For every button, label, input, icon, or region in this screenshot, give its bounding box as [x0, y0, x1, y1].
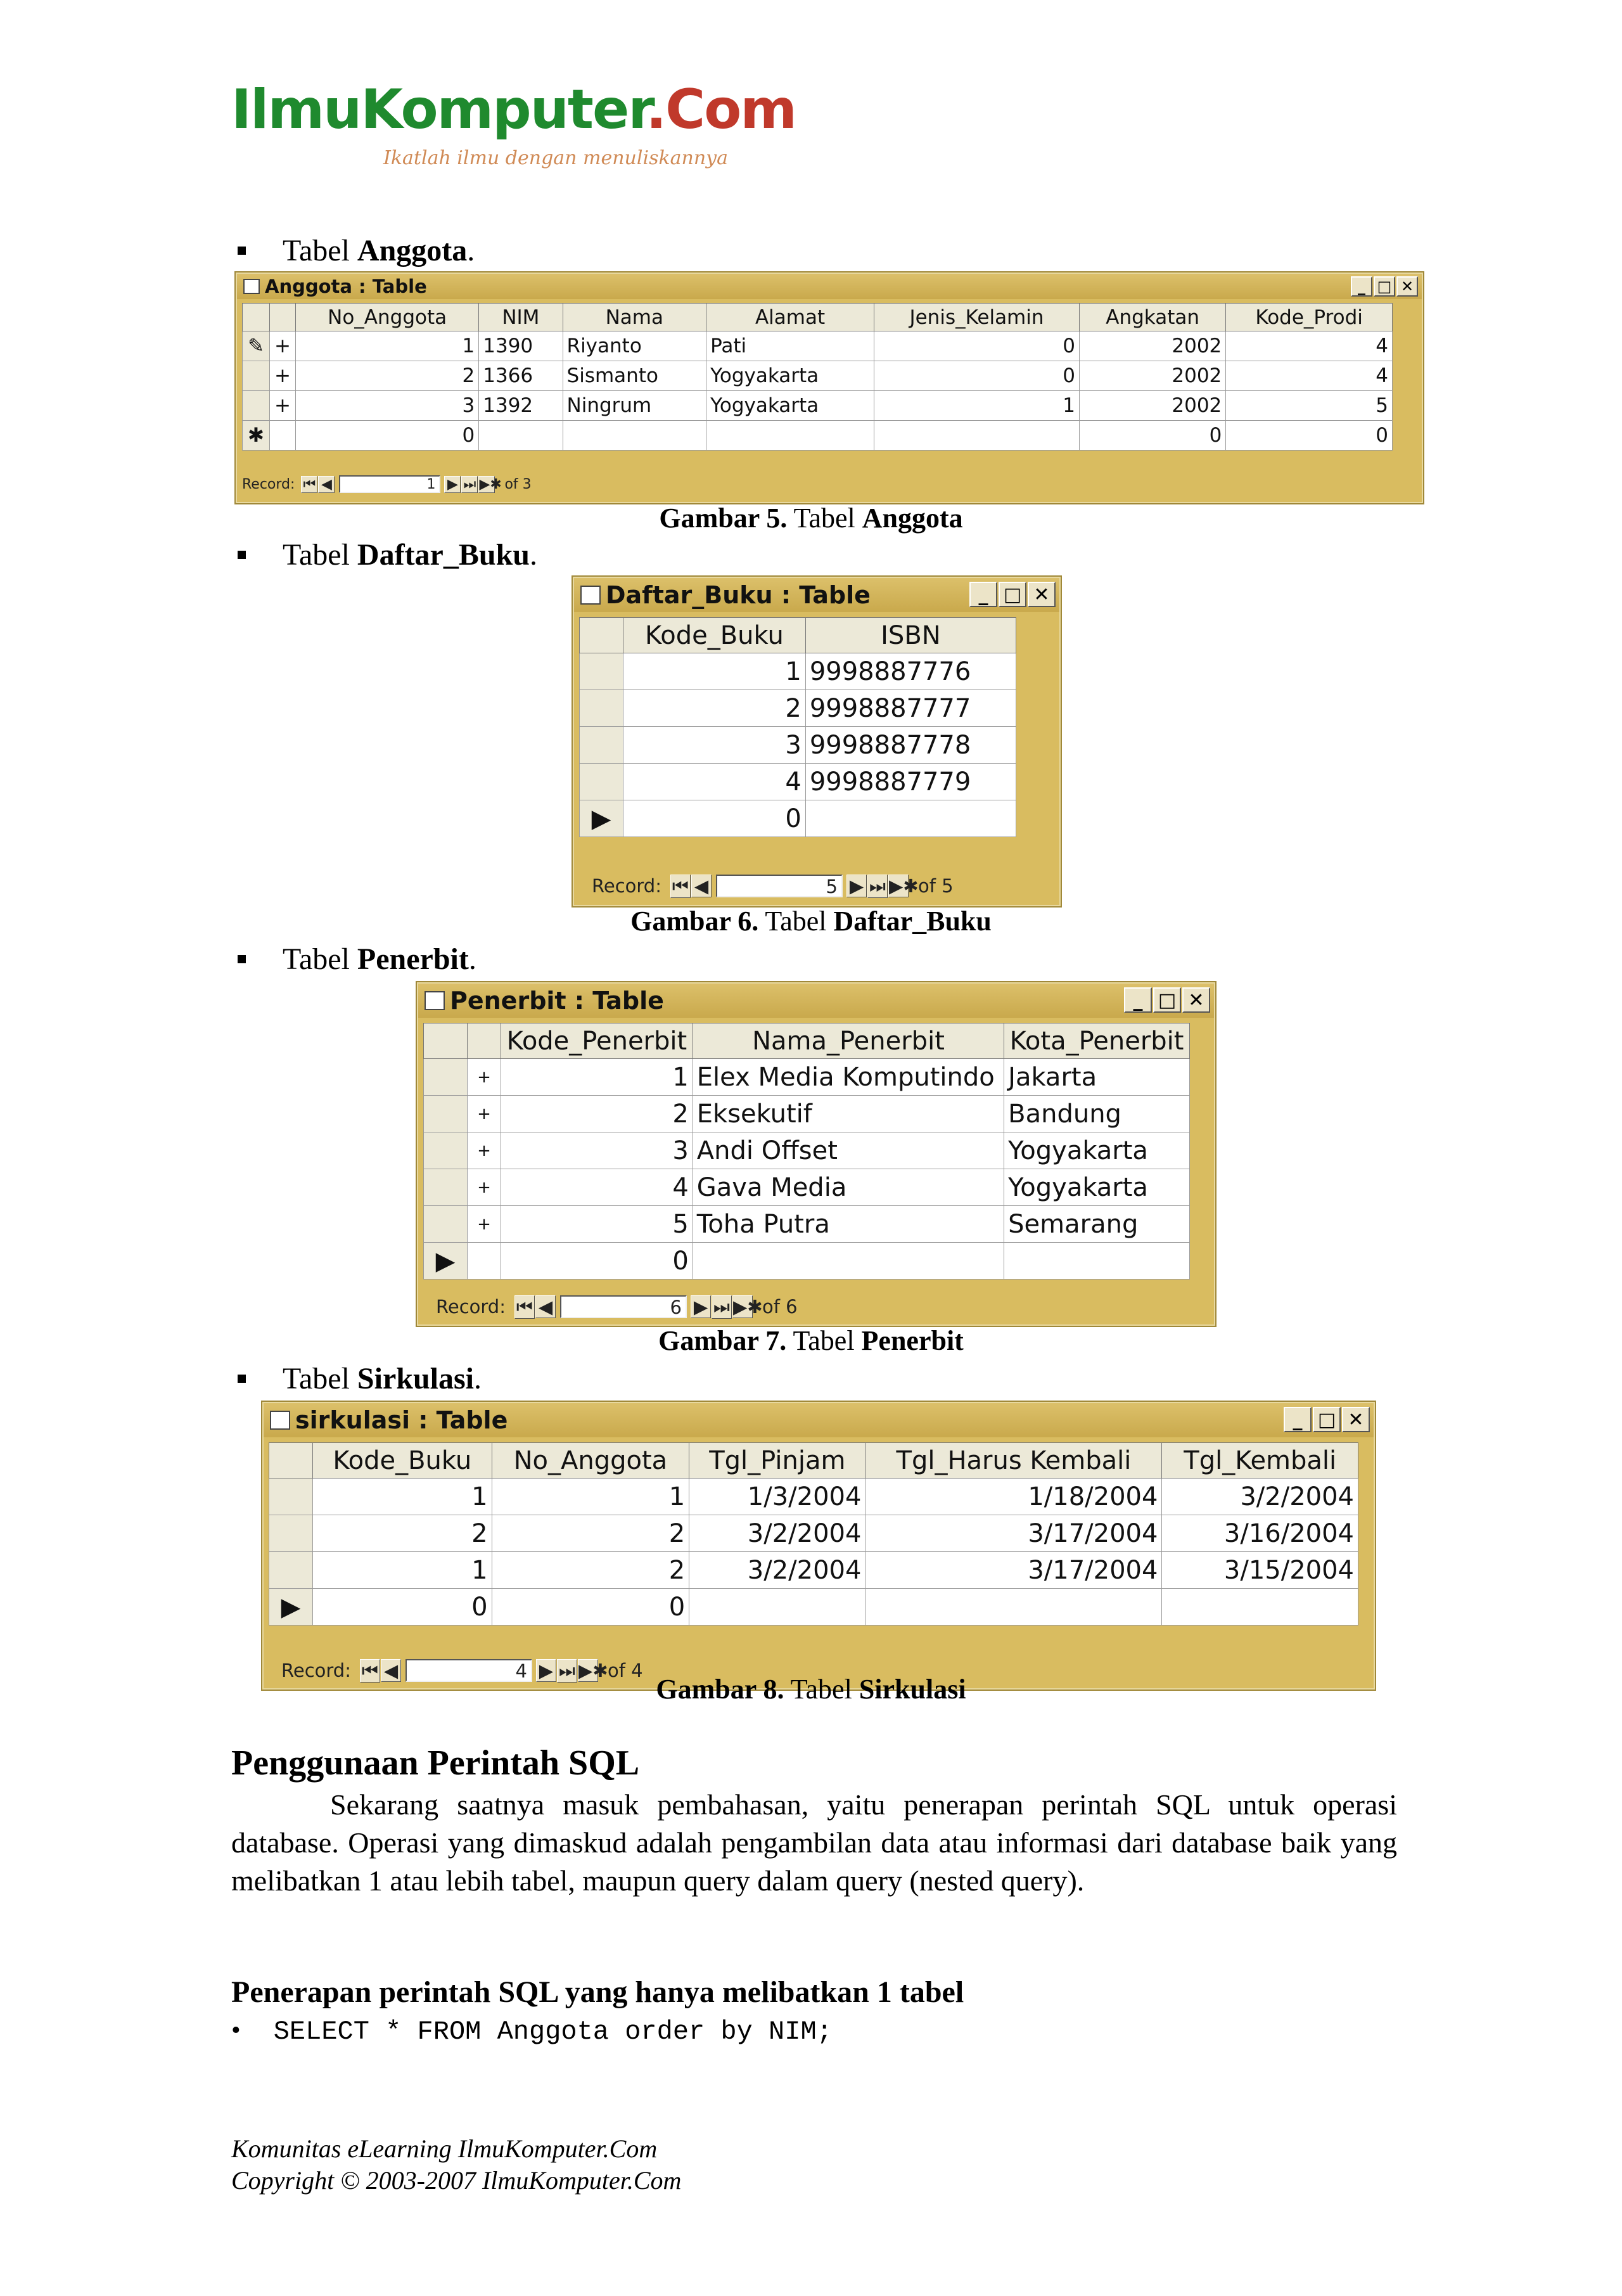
- bullet-tabel-anggota: Tabel Anggota.: [238, 236, 475, 266]
- current-record-arrow-icon[interactable]: ▶: [424, 1243, 468, 1279]
- cell[interactable]: 1390: [479, 331, 563, 361]
- cell[interactable]: 3: [623, 727, 806, 764]
- cell[interactable]: 2: [313, 1515, 492, 1552]
- table-icon: [243, 279, 260, 294]
- footer: [231, 2133, 681, 2197]
- cell[interactable]: [1162, 1589, 1358, 1626]
- anggota-table-window: [236, 273, 1423, 503]
- table-row[interactable]: [243, 331, 1393, 361]
- penerbit-table-window: [417, 982, 1215, 1326]
- expand-plus-icon[interactable]: +: [468, 1169, 501, 1206]
- cell[interactable]: 2: [492, 1515, 689, 1552]
- column-header[interactable]: Jenis_Kelamin: [874, 304, 1080, 331]
- cell[interactable]: Jakarta: [1004, 1059, 1190, 1096]
- column-header[interactable]: ISBN: [805, 618, 1016, 653]
- header-selector: [424, 1023, 468, 1059]
- table-icon: [580, 586, 601, 605]
- current-record-arrow-icon[interactable]: ▶: [269, 1589, 313, 1626]
- bullet-tabel-penerbit: Tabel Penerbit.: [238, 944, 476, 975]
- maximize-button[interactable]: □: [999, 582, 1026, 607]
- maximize-button[interactable]: □: [1153, 987, 1181, 1013]
- new-record-button[interactable]: ▶✱: [578, 1660, 608, 1681]
- cell[interactable]: 1: [313, 1478, 492, 1515]
- row-selector[interactable]: [424, 1169, 468, 1206]
- cell[interactable]: [1004, 1243, 1190, 1279]
- sql-code: SELECT * FROM Anggota order by NIM;: [273, 2017, 833, 2047]
- expand-plus-icon[interactable]: +: [468, 1132, 501, 1169]
- cell[interactable]: Yogyakarta: [706, 391, 874, 421]
- bullet-square-icon: [238, 247, 246, 255]
- record-number-input[interactable]: 1: [339, 475, 440, 493]
- expander-cell: [270, 421, 296, 451]
- table-row[interactable]: [580, 800, 1016, 837]
- maximize-button[interactable]: □: [1374, 276, 1395, 297]
- cell[interactable]: 0: [1226, 421, 1393, 451]
- prev-record-button[interactable]: ◀: [381, 1659, 401, 1682]
- cell[interactable]: 3/2/2004: [1162, 1478, 1358, 1515]
- header-expander: [270, 304, 296, 331]
- footer-line2: Copyright © 2003-2007 IlmuKomputer.Com: [231, 2166, 682, 2195]
- cell[interactable]: 3/2/2004: [689, 1515, 865, 1552]
- cell[interactable]: 1: [501, 1059, 693, 1096]
- cell[interactable]: 1: [296, 331, 479, 361]
- cell[interactable]: Ningrum: [563, 391, 706, 421]
- expand-plus-icon[interactable]: +: [468, 1096, 501, 1132]
- cell[interactable]: Yogyakarta: [706, 361, 874, 391]
- record-count: of 3: [504, 476, 532, 492]
- cell[interactable]: 4: [623, 764, 806, 800]
- column-header[interactable]: No_Anggota: [492, 1443, 689, 1478]
- bullet-square-icon: [238, 551, 246, 559]
- window-title: sirkulasi : Table: [295, 1406, 508, 1434]
- last-record-button[interactable]: ⏭: [557, 1659, 577, 1683]
- cell[interactable]: [693, 1243, 1004, 1279]
- row-selector[interactable]: [424, 1132, 468, 1169]
- cell[interactable]: 3/17/2004: [865, 1515, 1162, 1552]
- column-header[interactable]: Nama: [563, 304, 706, 331]
- cell[interactable]: Bandung: [1004, 1096, 1190, 1132]
- figure-caption-7: Gambar 7. Tabel Penerbit: [658, 1325, 964, 1356]
- bullet-dot-icon: •: [231, 2016, 241, 2045]
- cell[interactable]: 1/3/2004: [689, 1478, 865, 1515]
- table-row[interactable]: [424, 1096, 1190, 1132]
- next-record-button[interactable]: ▶: [691, 1295, 711, 1318]
- column-header[interactable]: Tgl_Kembali: [1162, 1443, 1358, 1478]
- bullet-tabel-sirkulasi: Tabel Sirkulasi.: [238, 1364, 482, 1394]
- bullet-square-icon: [238, 1375, 246, 1383]
- window-titlebar[interactable]: [264, 1403, 1374, 1437]
- sirkulasi-table-window: [262, 1402, 1375, 1690]
- first-record-button[interactable]: ⏮: [301, 476, 317, 493]
- figure-caption-6: Gambar 6. Tabel Daftar_Buku: [630, 906, 992, 937]
- minimize-button[interactable]: _: [969, 582, 997, 607]
- cell[interactable]: 5: [1226, 391, 1393, 421]
- column-header[interactable]: Alamat: [706, 304, 874, 331]
- intro-paragraph-text: Sekarang saatnya masuk pembahasan, yaitu penerapan perintah SQL untuk operasi database. Operasi yang dimaskud adalah pengambilan data atau informasi dari database baik yang melibatkan 1 atau lebih tabel, maupun query dalam query (nested query).: [231, 1788, 1397, 1897]
- close-button[interactable]: ✕: [1028, 582, 1056, 607]
- table-row[interactable]: [424, 1059, 1190, 1096]
- bullet-tabel-daftar-buku: Tabel Daftar_Buku.: [238, 540, 537, 570]
- row-selector[interactable]: [580, 727, 623, 764]
- record-label: Record:: [242, 476, 295, 492]
- cell[interactable]: 2: [492, 1552, 689, 1589]
- header-selector: [269, 1443, 313, 1478]
- figure-caption-8: Gambar 8. Tabel Sirkulasi: [656, 1674, 966, 1705]
- cell[interactable]: 0: [623, 800, 806, 837]
- column-header[interactable]: Nama_Penerbit: [693, 1023, 1004, 1059]
- row-selector[interactable]: [580, 764, 623, 800]
- cell[interactable]: Gava Media: [693, 1169, 1004, 1206]
- table-row[interactable]: [269, 1478, 1358, 1515]
- cell[interactable]: 4: [501, 1169, 693, 1206]
- header-selector: [243, 304, 270, 331]
- row-selector[interactable]: [580, 690, 623, 727]
- row-selector[interactable]: [243, 391, 270, 421]
- cell[interactable]: Pati: [706, 331, 874, 361]
- minimize-button[interactable]: _: [1124, 987, 1152, 1013]
- record-navigator: [242, 474, 532, 494]
- first-record-button[interactable]: ⏮: [514, 1295, 535, 1319]
- daftar-buku-table-window: [573, 577, 1061, 906]
- cell[interactable]: 3/15/2004: [1162, 1552, 1358, 1589]
- cell[interactable]: Yogyakarta: [1004, 1132, 1190, 1169]
- record-navigator: [579, 873, 954, 899]
- cell[interactable]: 9998887776: [805, 653, 1016, 690]
- cell[interactable]: Eksekutif: [693, 1096, 1004, 1132]
- header-expander: [468, 1023, 501, 1059]
- cell[interactable]: 1: [874, 391, 1080, 421]
- cell[interactable]: 0: [313, 1589, 492, 1626]
- cell[interactable]: [689, 1589, 865, 1626]
- cell[interactable]: 3: [296, 391, 479, 421]
- close-button[interactable]: ✕: [1182, 987, 1210, 1013]
- column-header[interactable]: Kota_Penerbit: [1004, 1023, 1190, 1059]
- table-row[interactable]: [269, 1552, 1358, 1589]
- figure-caption-5: Gambar 5. Tabel Anggota: [659, 503, 963, 534]
- new-record-button[interactable]: ▶✱: [479, 476, 502, 492]
- cell[interactable]: 5: [501, 1206, 693, 1243]
- expand-plus-icon[interactable]: +: [468, 1059, 501, 1096]
- cell[interactable]: 2: [296, 361, 479, 391]
- expander-cell: [468, 1243, 501, 1279]
- cell[interactable]: Elex Media Komputindo: [693, 1059, 1004, 1096]
- cell[interactable]: 9998887779: [805, 764, 1016, 800]
- maximize-button[interactable]: □: [1313, 1407, 1341, 1432]
- sql-example-item: [231, 2015, 833, 2047]
- window-titlebar[interactable]: [237, 274, 1422, 299]
- column-header[interactable]: NIM: [479, 304, 563, 331]
- prev-record-button[interactable]: ◀: [691, 875, 712, 897]
- record-label: Record:: [436, 1296, 506, 1318]
- window-title: Daftar_Buku : Table: [606, 581, 871, 609]
- record-number-input[interactable]: 5: [716, 875, 843, 897]
- cell[interactable]: [805, 800, 1016, 837]
- cell[interactable]: 4: [1226, 331, 1393, 361]
- cell[interactable]: 3: [501, 1132, 693, 1169]
- row-selector[interactable]: [580, 653, 623, 690]
- row-selector[interactable]: [269, 1515, 313, 1552]
- minimize-button[interactable]: _: [1351, 276, 1372, 297]
- table-row[interactable]: [243, 361, 1393, 391]
- window-titlebar[interactable]: [574, 578, 1059, 612]
- cell[interactable]: 0: [1079, 421, 1225, 451]
- next-record-button[interactable]: ▶: [536, 1659, 556, 1682]
- record-count: of 5: [917, 875, 954, 897]
- column-header[interactable]: Angkatan: [1079, 304, 1225, 331]
- pencil-icon[interactable]: ✎: [243, 331, 270, 361]
- prev-record-button[interactable]: ◀: [535, 1295, 556, 1318]
- next-record-button[interactable]: ▶: [846, 875, 867, 897]
- cell[interactable]: 1/18/2004: [865, 1478, 1162, 1515]
- cell[interactable]: 2002: [1079, 331, 1225, 361]
- record-number-input[interactable]: 4: [406, 1659, 532, 1682]
- section-heading: Penggunaan Perintah SQL: [231, 1743, 640, 1783]
- row-selector[interactable]: [243, 361, 270, 391]
- table-icon: [270, 1411, 290, 1430]
- header-selector: [580, 618, 623, 653]
- column-header[interactable]: No_Anggota: [296, 304, 479, 331]
- table-row[interactable]: [424, 1132, 1190, 1169]
- expand-plus-icon[interactable]: +: [270, 331, 296, 361]
- minimize-button[interactable]: _: [1284, 1407, 1312, 1432]
- table-row[interactable]: [269, 1515, 1358, 1552]
- table-row[interactable]: [424, 1169, 1190, 1206]
- row-selector[interactable]: [424, 1206, 468, 1243]
- table-row[interactable]: [580, 690, 1016, 727]
- prev-record-button[interactable]: ◀: [318, 476, 335, 493]
- record-label: Record:: [281, 1660, 351, 1681]
- cell[interactable]: [479, 421, 563, 451]
- cell[interactable]: [563, 421, 706, 451]
- cell[interactable]: 1: [492, 1478, 689, 1515]
- cell[interactable]: 4: [1226, 361, 1393, 391]
- cell[interactable]: 0: [296, 421, 479, 451]
- current-record-arrow-icon[interactable]: ▶: [580, 800, 623, 837]
- table-row[interactable]: [580, 653, 1016, 690]
- record-number-input[interactable]: 6: [560, 1295, 687, 1318]
- sirkulasi-datasheet[interactable]: [269, 1442, 1358, 1626]
- footer-line1: Komunitas eLearning IlmuKomputer.Com: [231, 2134, 658, 2163]
- last-record-button[interactable]: ⏭: [461, 476, 478, 493]
- cell[interactable]: 3/16/2004: [1162, 1515, 1358, 1552]
- table-row[interactable]: [243, 421, 1393, 451]
- table-row[interactable]: [269, 1589, 1358, 1626]
- new-record-star-icon[interactable]: ✱: [243, 421, 270, 451]
- table-row[interactable]: [580, 764, 1016, 800]
- window-titlebar[interactable]: [418, 984, 1214, 1018]
- window-title: Anggota : Table: [265, 276, 427, 297]
- next-record-button[interactable]: ▶: [444, 476, 461, 493]
- expand-plus-icon[interactable]: +: [270, 361, 296, 391]
- table-row[interactable]: [424, 1243, 1190, 1279]
- new-record-button[interactable]: ▶✱: [888, 875, 919, 897]
- cell[interactable]: 1: [623, 653, 806, 690]
- record-navigator: [423, 1294, 798, 1319]
- table-row[interactable]: [580, 727, 1016, 764]
- column-header[interactable]: Kode_Buku: [313, 1443, 492, 1478]
- window-title: Penerbit : Table: [450, 987, 664, 1015]
- new-record-button[interactable]: ▶✱: [732, 1296, 763, 1318]
- column-header[interactable]: Tgl_Harus Kembali: [865, 1443, 1162, 1478]
- cell[interactable]: 2: [623, 690, 806, 727]
- column-header[interactable]: Kode_Buku: [623, 618, 806, 653]
- cell[interactable]: [865, 1589, 1162, 1626]
- row-selector[interactable]: [424, 1096, 468, 1132]
- close-button[interactable]: ✕: [1396, 276, 1418, 297]
- daftar-buku-datasheet[interactable]: [579, 617, 1016, 837]
- penerbit-datasheet[interactable]: [423, 1023, 1190, 1279]
- cell[interactable]: Riyanto: [563, 331, 706, 361]
- cell[interactable]: 1: [313, 1552, 492, 1589]
- anggota-datasheet[interactable]: [242, 303, 1393, 451]
- site-logo: [231, 78, 796, 141]
- row-selector[interactable]: [269, 1552, 313, 1589]
- logo-tagline: Ikatlah ilmu dengan menuliskannya: [383, 147, 728, 169]
- cell[interactable]: 0: [874, 361, 1080, 391]
- subsection-heading: Penerapan perintah SQL yang hanya melibatkan 1 tabel: [231, 1975, 964, 2009]
- row-selector[interactable]: [269, 1478, 313, 1515]
- cell[interactable]: [706, 421, 874, 451]
- cell[interactable]: 3/2/2004: [689, 1552, 865, 1589]
- record-label: Record:: [592, 875, 661, 897]
- last-record-button[interactable]: ⏭: [712, 1295, 732, 1319]
- record-count: of 4: [607, 1660, 643, 1681]
- last-record-button[interactable]: ⏭: [867, 875, 888, 898]
- expand-plus-icon[interactable]: +: [270, 391, 296, 421]
- close-button[interactable]: ✕: [1342, 1407, 1370, 1432]
- intro-paragraph: [231, 1786, 1397, 1900]
- column-header[interactable]: Kode_Penerbit: [501, 1023, 693, 1059]
- column-header[interactable]: Kode_Prodi: [1226, 304, 1393, 331]
- cell[interactable]: Yogyakarta: [1004, 1169, 1190, 1206]
- table-icon: [425, 991, 445, 1010]
- logo-brand-green: IlmuKomputer: [231, 78, 646, 141]
- cell[interactable]: Andi Offset: [693, 1132, 1004, 1169]
- first-record-button[interactable]: ⏮: [360, 1659, 380, 1683]
- cell[interactable]: 9998887778: [805, 727, 1016, 764]
- cell[interactable]: 1366: [479, 361, 563, 391]
- cell[interactable]: 1392: [479, 391, 563, 421]
- cell[interactable]: Sismanto: [563, 361, 706, 391]
- record-count: of 6: [762, 1296, 798, 1318]
- cell[interactable]: 2002: [1079, 391, 1225, 421]
- cell[interactable]: 0: [492, 1589, 689, 1626]
- column-header[interactable]: Tgl_Pinjam: [689, 1443, 865, 1478]
- table-row[interactable]: [243, 391, 1393, 421]
- first-record-button[interactable]: ⏮: [670, 875, 691, 898]
- cell[interactable]: 2002: [1079, 361, 1225, 391]
- logo-brand-red: .Com: [646, 78, 796, 141]
- expand-plus-icon[interactable]: +: [468, 1206, 501, 1243]
- cell[interactable]: Semarang: [1004, 1206, 1190, 1243]
- cell[interactable]: Toha Putra: [693, 1206, 1004, 1243]
- cell[interactable]: 0: [874, 331, 1080, 361]
- cell[interactable]: 9998887777: [805, 690, 1016, 727]
- row-selector[interactable]: [424, 1059, 468, 1096]
- table-row[interactable]: [424, 1206, 1190, 1243]
- cell[interactable]: 0: [501, 1243, 693, 1279]
- cell[interactable]: 2: [501, 1096, 693, 1132]
- cell[interactable]: [874, 421, 1080, 451]
- bullet-square-icon: [238, 955, 246, 963]
- cell[interactable]: 3/17/2004: [865, 1552, 1162, 1589]
